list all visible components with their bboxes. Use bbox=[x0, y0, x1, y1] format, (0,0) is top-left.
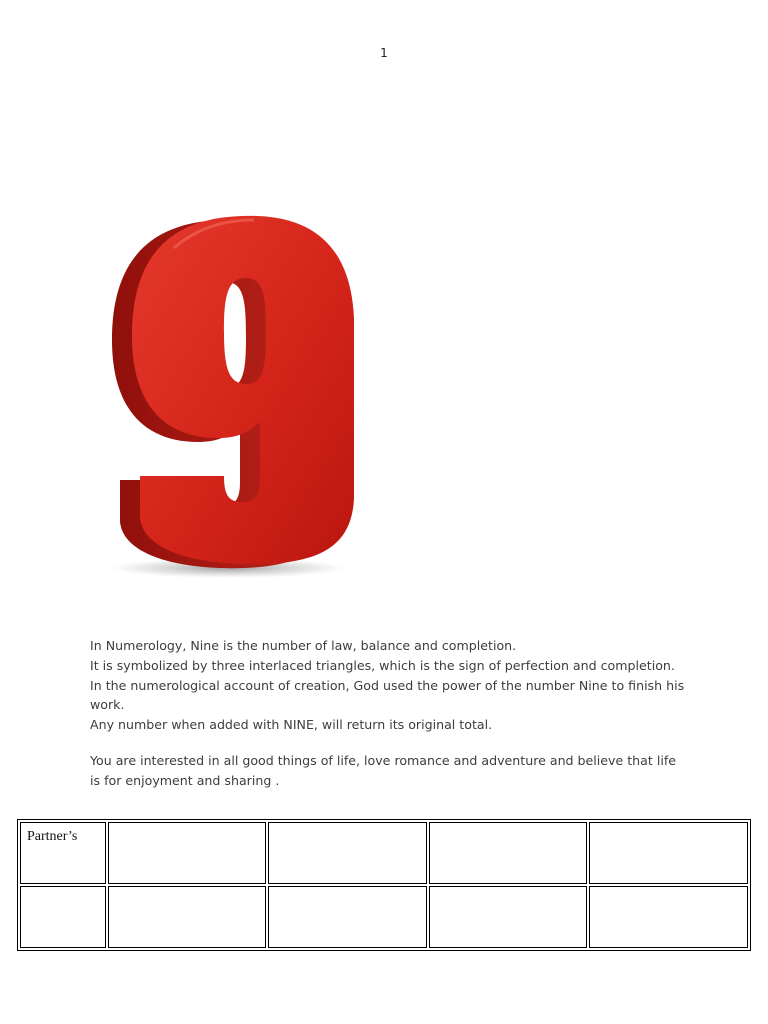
number-nine-image bbox=[104, 208, 364, 588]
table-cell bbox=[429, 822, 588, 884]
paragraph-line: It is symbolized by three interlaced triangles, which is the sign of perfection and completion. bbox=[90, 657, 675, 673]
paragraph-line: You are interested in all good things of life, love romance and adventure and believe that life is for enjoyment and sharing . bbox=[90, 752, 676, 788]
paragraph-line: In Numerology, Nine is the number of law, balance and completion. bbox=[90, 638, 517, 653]
paragraph-line: In the numerological account of creation, God used the power of the number Nine to finish his work. bbox=[90, 677, 685, 713]
number-nine-icon bbox=[104, 208, 364, 588]
body-text bbox=[90, 636, 690, 791]
table-cell bbox=[589, 886, 748, 948]
table-cell bbox=[589, 822, 748, 884]
table-cell: Partner’s bbox=[20, 822, 106, 884]
table-cell bbox=[108, 886, 267, 948]
partner-table bbox=[17, 819, 751, 951]
table-cell bbox=[268, 822, 427, 884]
table-row bbox=[20, 886, 748, 948]
table-cell bbox=[268, 886, 427, 948]
table-cell bbox=[108, 822, 267, 884]
paragraph-line: Any number when added with NINE, will return its original total. bbox=[90, 717, 493, 733]
page-number: 1 bbox=[380, 46, 388, 60]
table-cell bbox=[429, 886, 588, 948]
table-cell bbox=[20, 886, 106, 948]
table-row bbox=[20, 822, 748, 884]
